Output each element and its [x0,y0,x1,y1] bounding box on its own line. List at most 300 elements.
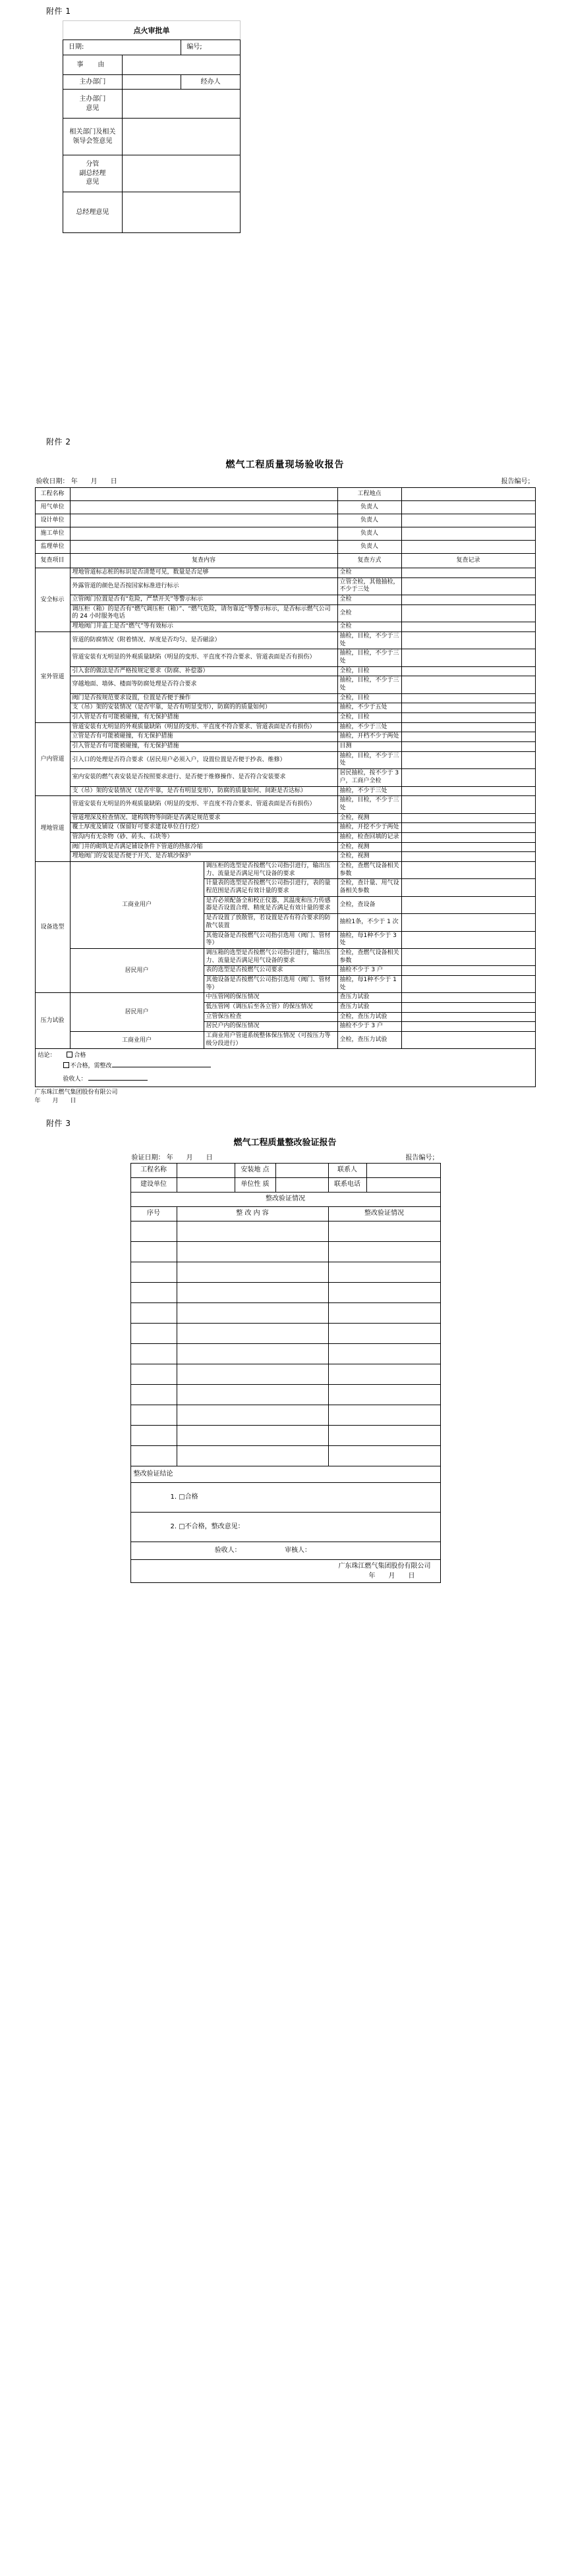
table-row-inspection [35,604,535,622]
subsection-label: 居民用户 [70,948,204,992]
reviewer-label-3: 审核人： [285,1546,312,1554]
entry-index[interactable] [130,1241,177,1262]
entry-result[interactable] [328,1282,440,1302]
table-row-result-label [130,1466,440,1482]
inspection-content: 是否必须配备全和校正仪器，其温度和压力传感器是否设置合理、精度是否满足有效计量的要求 [204,896,337,913]
page-break-spacer-2 [0,1104,570,1112]
table-row-inspection [35,862,535,879]
inspection-content: 管道的防腐情况（附着情况、厚度是否均匀、是否磁涂） [70,631,337,649]
result-option-fail-text: 2. □不合格，整改意见： [170,1522,244,1530]
date-label: 日期: [63,40,181,55]
table-row-entry [130,1323,440,1343]
checkbox-pass[interactable] [67,1052,74,1059]
attachment-2-title: 燃气工程质量现场验收报告 [225,460,345,470]
info-label-2: 负责人 [337,541,401,554]
entry-content[interactable] [177,1384,328,1405]
table-row-inspection [35,693,535,703]
attachment-1-title-box [63,20,241,40]
checkbox-fail-box[interactable] [63,1062,69,1068]
rectify-detail-rows [130,1192,440,1582]
rectify-info-value[interactable] [366,1163,440,1177]
subsection-label: 工商业用户 [70,862,204,949]
info-label: 监理单位 [35,541,70,554]
row-label-gm-opinion: 总经理意见 [63,192,123,233]
entry-content[interactable] [177,1343,328,1364]
inspection-record[interactable] [401,703,535,713]
inspection-record[interactable] [401,769,535,786]
inspection-record[interactable] [401,931,535,948]
ignition-approval-table [63,40,241,233]
inspection-record[interactable] [401,1022,535,1032]
report-no-group-3 [406,1152,439,1162]
table-row-inspection [35,568,535,578]
row-value-host-dept-opinion[interactable] [122,90,240,119]
entry-result[interactable] [328,1262,440,1282]
inspection-record[interactable] [401,948,535,965]
table-row-project-info [35,527,535,541]
table-row-inspection [35,796,535,813]
attachment-1-title: 点火审批单 [133,26,170,35]
inspection-content: 埋地管道标志桩的标识是否清楚可见，数量是否足够 [70,568,337,578]
table-row-entry [130,1302,440,1323]
entry-content[interactable] [177,1241,328,1262]
table-row-inspection [35,786,535,796]
table-row-inspection [35,732,535,742]
entry-result[interactable] [328,1364,440,1384]
rectify-info-label: 联系人 [328,1163,366,1177]
row-label-handler: 经办人 [181,75,241,90]
table-row-signatures [130,1542,440,1559]
entry-result[interactable] [328,1343,440,1364]
table-row-project-info [35,514,535,527]
entry-content[interactable] [177,1364,328,1384]
attachment-3-label: 附件 3 [46,1118,71,1128]
inspection-method: 查压力试验 [337,1003,401,1013]
inspection-record[interactable] [401,993,535,1003]
info-value[interactable] [70,541,337,554]
col-header-content: 整 改 内 容 [177,1206,328,1221]
inspection-method: 抽检，每1种不少于 3 处 [337,931,401,948]
inspection-method: 全检 [337,595,401,605]
inspection-content: 支（吊）架的安装情况（是否牢靠，是否有明显变形），防腐的质量如何、间距是否达标） [70,786,337,796]
conclusion-label: 结论： [38,1052,56,1060]
inspection-record[interactable] [401,631,535,649]
inspection-method: 全检，查计量、用气设备相关参数 [337,879,401,896]
table-row-inspection [35,713,535,723]
report-no-label-3: 报告编号； [405,1154,439,1162]
inspection-record[interactable] [401,842,535,852]
inspection-method: 居民抽检，按不少于 3 户，工商户全检 [337,769,401,786]
entry-content[interactable] [177,1323,328,1343]
inspection-record[interactable] [401,966,535,976]
info-label-2: 负责人 [337,527,401,541]
col-header-method: 复查方式 [337,554,401,568]
verify-date-group [132,1152,213,1162]
table-row-entry [130,1262,440,1282]
table-row-project-info [35,488,535,501]
entry-result[interactable] [328,1302,440,1323]
inspection-method: 抽检，不少于三处 [337,722,401,732]
info-value[interactable] [70,527,337,541]
inspection-record[interactable] [401,879,535,896]
table-row-inspection [35,631,535,649]
inspection-record[interactable] [401,914,535,931]
inspection-record[interactable] [401,732,535,742]
conclusion-option-fail: 不合格，需整改 [70,1062,112,1069]
inspection-method: 抽检1条，不少于 1 次 [337,914,401,931]
entry-result[interactable] [328,1445,440,1466]
entry-index[interactable] [130,1302,177,1323]
rectify-info-value[interactable] [177,1163,235,1177]
rectify-info-value[interactable] [275,1163,328,1177]
inspection-content: 其他设备是否按燃气公司指引选用（阀门、管材等） [204,975,337,992]
table-row-inspection-header [35,554,535,568]
acceptor-input[interactable] [88,1073,148,1081]
accept-date-group [36,475,117,485]
inspection-record[interactable] [401,751,535,768]
inspection-content: 管道安装有无明显的外观质量缺陷（明显的变形、平直度不符合要求、管道表面是否有损伤） [70,796,337,813]
inspection-record[interactable] [401,666,535,676]
accept-date-units: 年 月 日 [71,478,117,485]
inspection-method: 抽检，检查回填的记录 [337,832,401,842]
inspection-method: 抽检，目检，不少于三处 [337,751,401,768]
inspection-method: 抽检，目检，不少于三处 [337,676,401,693]
inspection-method: 全检，目检 [337,713,401,723]
inspection-content: 工商业用户管道系统整体保压情况（可按压力等级分段进行） [204,1032,337,1049]
attachment-1-label: 附件 1 [46,7,71,16]
rectify-info-label: 建设单位 [130,1177,177,1192]
inspection-method: 全检，视测 [337,842,401,852]
section-label: 室外管道 [35,631,70,722]
attachment-2-header-line [35,473,536,487]
table-row-result-fail [130,1512,440,1542]
inspection-record[interactable] [401,862,535,879]
inspection-method: 全检 [337,568,401,578]
table-row-inspection [35,769,535,786]
inspection-content: 覆土厚度及铺设（保留好可要求建设单位自行挖） [70,823,337,833]
inspection-method: 抽检，目检，不少于三处 [337,796,401,813]
inspection-rows [35,554,535,1049]
attachment-2-label: 附件 2 [46,437,71,446]
acceptor-label: 验收人： [63,1076,87,1083]
table-row-entry [130,1241,440,1262]
attachment-1-page [0,0,570,431]
section-label: 户内管道 [35,722,70,796]
info-label-2: 负责人 [337,501,401,514]
conclusion-cell [35,1049,535,1087]
table-row-inspection [35,751,535,768]
attachment-2-company-date: 年 月 日 [34,1097,76,1104]
table-row-date [63,40,241,55]
inspection-method: 抽检，开档不少于两处 [337,732,401,742]
info-label: 工程名称 [35,488,70,501]
info-label-2: 负责人 [337,514,401,527]
inspection-record[interactable] [401,852,535,862]
table-row-company [130,1559,440,1582]
inspection-method: 全检，视测 [337,813,401,823]
info-value-2[interactable] [401,488,535,501]
info-value-2[interactable] [401,541,535,554]
inspection-method: 全检，查设备 [337,896,401,913]
verify-date-label: 验证日期： [131,1154,165,1162]
inspection-method: 全检，目检 [337,693,401,703]
attachment-1-form [63,20,241,233]
entry-result[interactable] [328,1323,440,1343]
row-label-related-dept-opinion: 相关部门及相关 领导会签意见 [63,119,123,155]
project-info-rows [35,488,535,554]
col-header-result: 整改验证情况 [328,1206,440,1221]
inspection-method: 抽检不少于 3 户 [337,966,401,976]
row-value-deputy-gm-opinion[interactable] [122,155,240,192]
table-row-result-pass [130,1482,440,1512]
attachment-3-form [130,1133,440,1583]
entry-index[interactable] [130,1221,177,1241]
row-value-gm-opinion[interactable] [122,192,240,233]
inspection-record[interactable] [401,693,535,703]
report-no-group [501,475,534,485]
signature-cell [130,1542,440,1559]
section-label: 埋地管道 [35,796,70,862]
inspection-record[interactable] [401,1032,535,1049]
inspection-record[interactable] [401,1012,535,1022]
table-row-entry [130,1445,440,1466]
info-value-2[interactable] [401,527,535,541]
inspection-record[interactable] [401,742,535,752]
inspection-record[interactable] [401,622,535,632]
acceptor-line [38,1071,532,1084]
inspection-content: 是否设置了放散管，若设置是否有符合要求的防散气装置 [204,914,337,931]
subsection-label: 工商业用户 [70,1032,204,1049]
table-row-inspection [35,577,535,595]
table-row-rectify-info [130,1163,440,1177]
inspection-content: 阀门井的砌筑是否满足铺设条件下管道的热胀冷缩 [70,842,337,852]
inspection-content: 管道安装有无明显的外观质量缺陷（明显的变形、平直度不符合要求、管道表面是否有损伤） [70,649,337,666]
entry-result[interactable] [328,1221,440,1241]
col-header-record: 复查记录 [401,554,535,568]
table-row-entry [130,1343,440,1364]
entry-result[interactable] [328,1425,440,1445]
table-row-inspection [35,722,535,732]
attachment-3-header-line [130,1150,440,1163]
rectify-info-label: 安装地 点 [235,1163,275,1177]
info-label: 设计单位 [35,514,70,527]
section-label: 安全标示 [35,568,70,632]
result-label-cell: 整改验证结论 [130,1466,440,1482]
inspection-content: 引入口的处理是否符合要求（居民用户必须入户，设置位置是否便于抄表、维修） [70,751,337,768]
rectify-info-rows [130,1163,440,1192]
conclusion-line-2 [38,1061,532,1071]
entry-content[interactable] [177,1262,328,1282]
inspection-content: 中压管网的保压情况 [204,993,337,1003]
rectify-note-input[interactable] [112,1061,211,1067]
entry-index[interactable] [130,1445,177,1466]
inspection-method: 全检，视测 [337,852,401,862]
info-value[interactable] [70,514,337,527]
table-row-entry [130,1384,440,1405]
inspection-content: 埋地阀门井盖上是否“燃气”等有效标示 [70,622,337,632]
inspection-content: 管道安装有无明显的外观质量缺陷（明显的变形、平直度不符合要求、管道表面是否有损伤） [70,722,337,732]
entry-content[interactable] [177,1405,328,1425]
attachment-3-company: 广东珠江燃气集团股份有限公司 [338,1562,431,1570]
inspection-method: 目测 [337,742,401,752]
section-label: 压力试验 [35,993,70,1049]
table-row-entry [130,1425,440,1445]
acceptance-report-table [35,487,536,1087]
inspection-record[interactable] [401,1003,535,1013]
entry-content[interactable] [177,1445,328,1466]
entry-content[interactable] [177,1221,328,1241]
inspection-content: 立管阀门位置是否有“危险，严禁开关”等警示标示 [70,595,337,605]
row-value-host-dept[interactable] [122,75,181,90]
inspection-content: 室内安装的燃气表安装是否按照要求进行、是否便于维修操作、是否符合安装要求 [70,769,337,786]
attachment-3-title: 燃气工程质量整改验证报告 [233,1137,337,1148]
entry-index[interactable] [130,1343,177,1364]
table-row-inspection [35,666,535,676]
entry-content[interactable] [177,1425,328,1445]
table-row-section-title [130,1192,440,1206]
entry-index[interactable] [130,1323,177,1343]
info-value-2[interactable] [401,501,535,514]
acceptor-label-3: 验收人： [214,1546,241,1554]
table-row-entry [130,1405,440,1425]
attachment-2-signature-block [35,1087,536,1104]
conclusion-rows [35,1049,535,1087]
info-value[interactable] [70,488,337,501]
entry-index[interactable] [130,1425,177,1445]
inspection-content: 立管保压检查 [204,1012,337,1022]
attachment-2-company: 广东珠江燃气集团股份有限公司 [34,1088,118,1096]
inspection-method: 抽检，不少于五处 [337,703,401,713]
table-row-inspection [35,842,535,852]
rectification-report-table [130,1163,441,1583]
inspection-record[interactable] [401,823,535,833]
table-row-inspection [35,1032,535,1049]
col-header-index: 序号 [130,1206,177,1221]
section-title-cell: 整改验证情况 [130,1192,440,1206]
info-label: 施工单位 [35,527,70,541]
inspection-method: 全检，查压力试验 [337,1012,401,1022]
entry-content[interactable] [177,1282,328,1302]
inspection-record[interactable] [401,796,535,813]
inspection-method: 抽检，目检，不少于三处 [337,649,401,666]
table-row-inspection [35,832,535,842]
entry-index[interactable] [130,1282,177,1302]
entry-index[interactable] [130,1262,177,1282]
inspection-content: 外露管道的颜色是否按国家标准进行标示 [70,577,337,595]
table-row-inspection [35,742,535,752]
attachment-3-company-date: 年 月 日 [368,1572,415,1580]
entry-content[interactable] [177,1302,328,1323]
inspection-record[interactable] [401,896,535,913]
inspection-content: 立管是否有可能被碰撞，有无保护措施 [70,732,337,742]
inspection-record[interactable] [401,577,535,595]
conclusion-line-1 [38,1051,532,1060]
table-row-inspection [35,852,535,862]
number-label: 编号; [181,40,241,55]
checkbox-pass-box[interactable] [67,1052,72,1058]
entry-index[interactable] [130,1364,177,1384]
info-label-2: 工程地点 [337,488,401,501]
attachment-2-form [35,451,536,1104]
table-row-host-dept-opinion [63,90,241,119]
entry-index[interactable] [130,1405,177,1425]
entry-result[interactable] [328,1241,440,1262]
table-row-inspection [35,948,535,965]
inspection-content: 穿越地面、墙体、楼面等防腐处理是否符合要求 [70,676,337,693]
info-value-2[interactable] [401,514,535,527]
table-row-project-info [35,501,535,514]
inspection-content: 表的选型是否按燃气公司要求 [204,966,337,976]
inspection-record[interactable] [401,604,535,622]
table-row-inspection [35,813,535,823]
row-label-host-dept-opinion: 主办部门 意见 [63,90,123,119]
report-no-label: 报告编号； [501,478,534,485]
page-break-spacer-1 [0,233,570,431]
table-row-gm-opinion [63,192,241,233]
info-value[interactable] [70,501,337,514]
verify-date-units: 年 月 日 [166,1154,213,1162]
table-row-entry [130,1364,440,1384]
row-value-matter[interactable] [122,55,240,75]
table-row-entry [130,1221,440,1241]
table-row-conclusion [35,1049,535,1087]
inspection-record[interactable] [401,676,535,693]
inspection-record[interactable] [401,722,535,732]
entry-result[interactable] [328,1384,440,1405]
entry-index[interactable] [130,1384,177,1405]
inspection-content: 居民户内的保压情况 [204,1022,337,1032]
table-row-related-dept-opinion [63,119,241,155]
inspection-content: 引入管是否有可能被碰撞，有无保护措施 [70,742,337,752]
row-label-deputy-gm-opinion: 分管 副总经理 意见 [63,155,123,192]
inspection-content: 支（吊）架的安装情况（是否牢靠，是否有明显变形），防腐的的质量如何） [70,703,337,713]
inspection-record[interactable] [401,713,535,723]
table-row-inspection [35,676,535,693]
inspection-record[interactable] [401,975,535,992]
inspection-record[interactable] [401,813,535,823]
table-row-host-dept [63,75,241,90]
rectify-info-value[interactable] [275,1177,328,1192]
inspection-content: 阀门是否按规范要求设置，位置是否便于操作 [70,693,337,703]
inspection-method: 全检，目检 [337,666,401,676]
table-row-inspection [35,993,535,1003]
section-label: 设备选型 [35,862,70,993]
inspection-record[interactable] [401,568,535,578]
inspection-record[interactable] [401,595,535,605]
inspection-content: 调压箱的选型是否按燃气公司指引进行，输出压力、流量是否满足用气设备的要求 [204,948,337,965]
inspection-content: 计量表的选型是否按燃气公司指引进行，表的量程范围是否满足有效计量的要求 [204,879,337,896]
table-row-inspection [35,823,535,833]
entry-result[interactable] [328,1405,440,1425]
result-option-pass-text: 1. □合格 [170,1493,198,1501]
col-header-content: 复查内容 [70,554,337,568]
row-value-related-dept-opinion[interactable] [122,119,240,155]
rectify-info-label: 单位性 质 [235,1177,275,1192]
inspection-content: 管沟内有无杂物（砂、砖头、石块等） [70,832,337,842]
table-row-project-info [35,541,535,554]
inspection-record[interactable] [401,832,535,842]
inspection-method: 抽检，目检，不少于三处 [337,631,401,649]
row-label-host-dept: 主办部门 [63,75,123,90]
inspection-method: 查压力试验 [337,993,401,1003]
inspection-record[interactable] [401,649,535,666]
rectify-info-value[interactable] [177,1177,235,1192]
inspection-record[interactable] [401,786,535,796]
rectify-info-value[interactable] [366,1177,440,1192]
result-option-fail[interactable] [130,1512,440,1542]
subsection-label: 居民用户 [70,993,204,1032]
result-option-pass[interactable] [130,1482,440,1512]
